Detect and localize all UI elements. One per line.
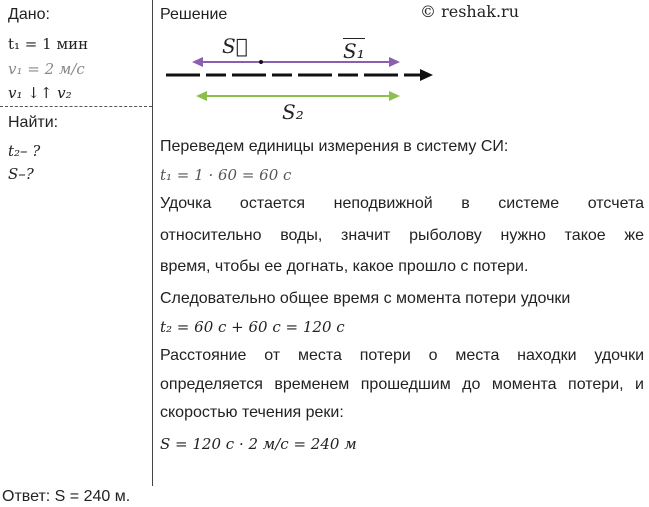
solution-formula: S = 120 с · 2 м/с = 240 м — [160, 435, 357, 453]
given-line: v₁ ↓↑ v₂ — [8, 84, 72, 102]
watermark: © reshak.ru — [420, 2, 519, 21]
start-point — [259, 60, 263, 64]
solution-title: Решение — [160, 6, 228, 23]
solution-line: Удочка остается неподвижной в системе отсчета — [160, 195, 644, 212]
solution-line: относительно воды, значит рыболову нужно такое же — [160, 227, 644, 244]
green-arrowhead-right — [389, 91, 400, 101]
find-title: Найти: — [8, 114, 59, 131]
purple-arrowhead-right — [389, 57, 400, 67]
given-line: v₁ = 2 м/с — [8, 60, 85, 78]
answer: Ответ: S = 240 м. — [2, 488, 131, 505]
label-s1: S₁ — [343, 39, 365, 63]
green-arrowhead-left — [196, 91, 207, 101]
solution-formula: t₂ = 60 с + 60 с = 120 с — [160, 318, 345, 336]
solution-line: определяется временем прошедшим до момента потери, и — [160, 376, 644, 393]
find-line: S–? — [8, 165, 34, 183]
given-line: t₁ = 1 мин — [8, 35, 89, 53]
purple-arrowhead-left — [192, 57, 203, 67]
solution-formula: t₁ = 1 · 60 = 60 с — [160, 166, 292, 184]
solution-line: Расстояние от места потери о места находки удочки — [160, 347, 644, 364]
find-line: t₂– ? — [8, 142, 41, 160]
motion-diagram — [0, 0, 649, 130]
solution-line: время, чтобы ее догнать, какое прошло с потери. — [160, 258, 529, 275]
solution-line: скоростью течения реки: — [160, 404, 344, 421]
axis-arrowhead — [420, 69, 433, 81]
given-title: Дано: — [8, 6, 50, 23]
label-s: S⃗ — [222, 34, 248, 58]
label-s2: S₂ — [282, 100, 304, 124]
solution-line: Переведем единицы измерения в систему СИ: — [160, 138, 509, 155]
solution-line: Следовательно общее время с момента потери удочки — [160, 290, 571, 307]
